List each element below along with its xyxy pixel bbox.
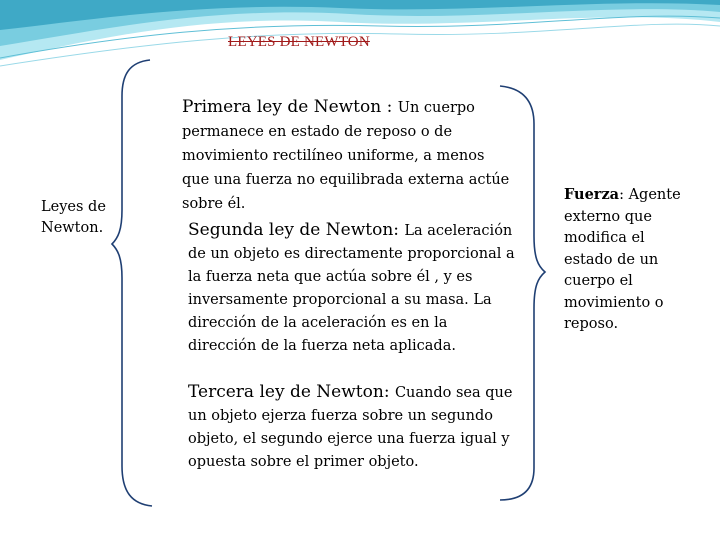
law-heading: Primera ley de Newton: [182, 97, 382, 117]
left-label: Leyes de Newton.: [41, 199, 106, 236]
law-heading: Tercera ley de Newton: [188, 382, 384, 402]
law-text: La aceleración de un objeto es directamente proporcional a la fuerza neta que actúa sobre él , y es inversamente proporcional a su masa. La dirección de la aceleración es en la dirección de la fuerza neta aplicada.: [188, 223, 515, 354]
law-text: Un cuerpo permanece en estado de reposo o de movimiento rectilíneo uniforme, a menos que una fuerza no equilibrada externa actúe sobre él.: [182, 100, 510, 212]
definition-separator: :: [619, 187, 629, 203]
law-text: Cuando sea que un objeto ejerza fuerza sobre un segundo objeto, el segundo ejerce una fuerza igual y opuesta sobre el primer objeto.: [188, 385, 513, 470]
force-definition: [564, 184, 684, 336]
law-third: [188, 381, 518, 473]
law-separator: :: [381, 97, 398, 117]
law-second: [188, 219, 518, 357]
page-title: LEYES DE NEWTON: [228, 34, 370, 50]
definition-text: Agente externo que modifica el estado de un cuerpo el movimiento o reposo.: [564, 187, 681, 332]
definition-term: Fuerza: [564, 186, 620, 203]
law-separator: :: [393, 220, 405, 240]
law-separator: :: [383, 382, 395, 402]
law-heading: Segunda ley de Newton: [188, 220, 394, 240]
law-first: [182, 95, 512, 215]
left-brace: [112, 60, 152, 506]
